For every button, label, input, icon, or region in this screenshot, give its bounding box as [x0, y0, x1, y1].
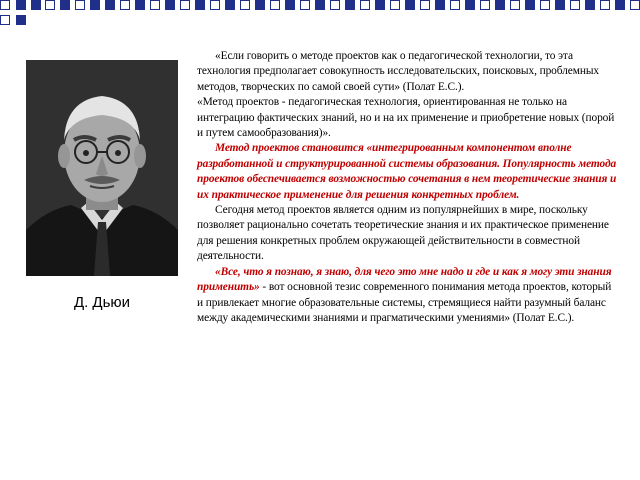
deco-square	[0, 15, 10, 25]
deco-square	[405, 0, 415, 10]
deco-square	[435, 0, 445, 10]
deco-square	[525, 0, 535, 10]
deco-square	[300, 0, 310, 10]
deco-square	[315, 0, 325, 10]
deco-square	[270, 0, 280, 10]
deco-square	[16, 0, 26, 10]
deco-square	[390, 0, 400, 10]
portrait-photo	[26, 60, 178, 276]
deco-square	[135, 0, 145, 10]
deco-square	[345, 0, 355, 10]
text-body	[197, 49, 619, 326]
deco-square	[330, 0, 340, 10]
deco-square	[585, 0, 595, 10]
deco-square	[45, 0, 55, 10]
deco-square	[0, 0, 10, 10]
paragraph-quote-polat-1: «Если говорить о методе проектов как о педагогической технологии, то эта технология предполагает совокупность исследовательских, поисковых, проблемных методов, творческих по самой своей сути» (Полат Е.С.).	[197, 50, 599, 93]
deco-square	[180, 0, 190, 10]
deco-square	[495, 0, 505, 10]
deco-square	[31, 0, 41, 10]
deco-square	[375, 0, 385, 10]
deco-square	[120, 0, 130, 10]
deco-square	[480, 0, 490, 10]
deco-square	[195, 0, 205, 10]
deco-square	[150, 0, 160, 10]
deco-square	[615, 0, 625, 10]
portrait-illustration	[26, 60, 178, 276]
portrait-caption: Д. Дьюи	[73, 294, 131, 311]
deco-square	[90, 0, 100, 10]
deco-square	[600, 0, 610, 10]
paragraph-quote-method: «Метод проектов - педагогическая технология, ориентированная не только на интеграцию фактических знаний, но и на их применение и приобретение новых (порой и путем самообразования)».	[197, 96, 615, 140]
deco-square	[240, 0, 250, 10]
deco-square	[630, 0, 640, 10]
deco-square	[570, 0, 580, 10]
deco-square	[555, 0, 565, 10]
deco-square	[420, 0, 430, 10]
deco-square	[165, 0, 175, 10]
thesis-quote: «Все, что я познаю, я знаю, для чего это мне надо и где и как я могу эти знания применить»	[197, 265, 612, 294]
deco-square	[105, 0, 115, 10]
deco-square	[450, 0, 460, 10]
deco-square	[60, 0, 70, 10]
thesis-rest: - вот основной тезис современного понимания метода проектов, который и привлекает многие образовательные системы, стремящиеся найти разумный баланс между академическими знаниями и прагматическими умениями» (Полат Е.С.).	[197, 281, 612, 324]
deco-square	[75, 0, 85, 10]
deco-square	[210, 0, 220, 10]
deco-square	[255, 0, 265, 10]
deco-square	[285, 0, 295, 10]
deco-square	[540, 0, 550, 10]
deco-square	[16, 15, 26, 25]
paragraph-thesis	[197, 265, 619, 327]
decorative-squares	[0, 0, 640, 30]
paragraph-highlight-integration: Метод проектов становится «интегрированным компонентом вполне разработанной и структурированной системы образования. Популярность метода проектов обеспечивается возможностью сочетания в нем теоретические знания и их практическое применение для решения конкретных проблем.	[197, 142, 617, 201]
deco-square	[225, 0, 235, 10]
deco-square	[465, 0, 475, 10]
deco-square	[360, 0, 370, 10]
paragraph-popularity: Сегодня метод проектов является одним из популярнейших в мире, поскольку позволяет рационально сочетать теоретические знания и их практическое применение для решения конкретных проблем окружающей действительности в совместной деятельности.	[197, 204, 609, 263]
deco-square	[510, 0, 520, 10]
